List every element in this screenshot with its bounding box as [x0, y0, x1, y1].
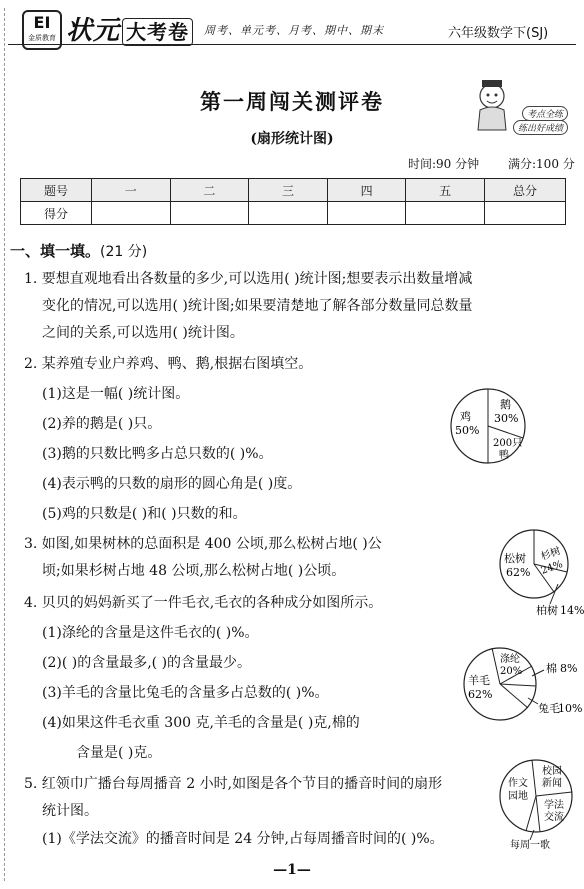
table-cell: 总分	[485, 179, 566, 202]
table-cell: 一	[92, 179, 171, 202]
pie-label: 棉	[546, 662, 557, 675]
score-table-score-row	[21, 202, 566, 225]
q1-line-2: 变化的情况,可以选用( )统计图;如果要清楚地了解各部分数量同总数量	[42, 298, 473, 314]
q4-sub-3: (3)羊毛的含量比兔毛的含量多占总数的( )%。	[42, 685, 329, 701]
pie-value: 50%	[455, 424, 480, 437]
section-heading	[10, 240, 147, 261]
q5-line-1: 5. 红领巾广播台每周播音 2 小时,如图是各个节目的播音时间的扇形	[24, 776, 443, 792]
pie-label: 学法	[544, 800, 564, 811]
pie-label: 交流	[544, 812, 564, 823]
pie-value: 20%	[500, 666, 523, 677]
q4-stem: 4. 贝贝的妈妈新买了一件毛衣,毛衣的各种成分如图所示。	[24, 595, 383, 611]
q4-sub-1: (1)涤纶的含量是这件毛衣的( )%。	[42, 625, 259, 641]
pie-value: 14%	[560, 604, 584, 617]
pie-label: 每周一歌	[510, 840, 550, 851]
q2-sub-1: (1)这是一幅( )统计图。	[42, 386, 190, 402]
pie-value: 62%	[506, 566, 531, 579]
section-points: (21 分)	[100, 244, 148, 260]
score-input-cell[interactable]	[92, 202, 171, 225]
table-cell: 五	[406, 179, 485, 202]
pie-label: 柏树	[536, 604, 558, 617]
pie-label: 松树	[504, 552, 526, 565]
table-cell: 得分	[21, 202, 92, 225]
pie-value: 62%	[468, 688, 493, 701]
score-table-header-row	[21, 179, 566, 202]
score-input-cell[interactable]	[485, 202, 566, 225]
badge-text-1: 考点全练	[522, 106, 568, 121]
pie-label: 涤纶	[500, 654, 520, 665]
q5-sub-1: (1)《学法交流》的播音时间是 24 分钟,占每周播音时间的( )%。	[42, 831, 444, 847]
exam-time: 时间:90 分钟	[408, 157, 480, 171]
pie-label: 校园	[542, 766, 562, 777]
trees-pie-chart	[488, 526, 582, 618]
q4-sub-2: (2)( )的含量最多,( )的含量最少。	[42, 655, 252, 671]
q2-stem: 2. 某养殖专业户养鸡、鸭、鹅,根据右图填空。	[24, 356, 313, 372]
grade-label: 六年级数学下(SJ)	[448, 26, 549, 41]
q3-line-1: 3. 如图,如果树林的总面积是 400 公顷,那么松树占地( )公	[24, 536, 382, 552]
sweater-pie-chart	[452, 640, 582, 732]
q1-line-1: 1. 要想直观地看出各数量的多少,可以选用( )统计图;想要表示出数量增减	[24, 271, 473, 287]
q3-line-2: 顷;如果杉树占地 48 公顷,那么松树占地( )公顷。	[42, 563, 346, 579]
q4-sub-4: (4)如果这件毛衣重 300 克,羊毛的含量是( )克,棉的	[42, 715, 360, 731]
q1-line-3: 之间的关系,可以选用( )统计图。	[42, 325, 244, 341]
score-table	[20, 178, 566, 225]
header-divider	[8, 44, 576, 45]
pie-label: 园地	[508, 791, 528, 802]
pie-label: 鸡	[460, 410, 471, 423]
pie-label: 羊毛	[468, 674, 490, 687]
score-input-cell[interactable]	[327, 202, 406, 225]
page-subtitle: (扇形统计图)	[250, 131, 334, 147]
pie-value: 30%	[494, 412, 519, 425]
radio-pie-chart	[490, 756, 582, 852]
score-input-cell[interactable]	[249, 202, 328, 225]
logo-mark: EI	[33, 13, 51, 32]
poultry-pie-chart	[436, 386, 546, 466]
pie-label: 新闻	[542, 778, 562, 789]
pie-label: 兔毛	[538, 702, 560, 715]
badge-text-2: 练出好成绩	[513, 120, 568, 135]
table-cell: 四	[327, 179, 406, 202]
q2-sub-5: (5)鸡的只数是( )和( )只数的和。	[42, 506, 247, 522]
mascot-icon	[470, 76, 514, 132]
score-input-cell[interactable]	[170, 202, 249, 225]
pie-label: 作文	[508, 778, 528, 789]
pie-value: 24%	[539, 558, 565, 577]
q2-sub-4: (4)表示鸭的只数的扇形的圆心角是( )度。	[42, 476, 302, 492]
q4-sub-4b: 含量是( )克。	[76, 745, 162, 761]
pie-label: 200只	[493, 438, 523, 449]
page-title: 第一周闯关测评卷	[200, 90, 384, 114]
score-input-cell[interactable]	[406, 202, 485, 225]
section-title: 一、填一填。	[10, 242, 101, 260]
pie-value: 8%	[560, 662, 578, 675]
table-cell: 三	[249, 179, 328, 202]
exam-types: 周考、单元考、月考、期中、期末	[204, 24, 384, 37]
table-cell: 二	[170, 179, 249, 202]
brand-name: 状元	[66, 16, 121, 46]
pie-label: 鹅	[500, 398, 511, 411]
series-brand	[66, 10, 193, 47]
mascot-badge	[470, 76, 570, 132]
brand-badge: 大考卷	[122, 18, 193, 46]
pie-label: 杉树	[539, 545, 563, 563]
full-score: 满分:100 分	[508, 157, 575, 171]
pie-value: 10%	[558, 702, 583, 715]
page-number: —1—	[273, 862, 311, 878]
pie-value: 鸭	[499, 450, 509, 461]
logo-caption: 金质教育	[28, 34, 56, 42]
table-cell: 题号	[21, 179, 92, 202]
q2-sub-3: (3)鹅的只数比鸭多占总只数的( )%。	[42, 446, 273, 462]
q2-sub-2: (2)养的鹅是( )只。	[42, 416, 162, 432]
q5-line-2: 统计图。	[42, 803, 98, 819]
